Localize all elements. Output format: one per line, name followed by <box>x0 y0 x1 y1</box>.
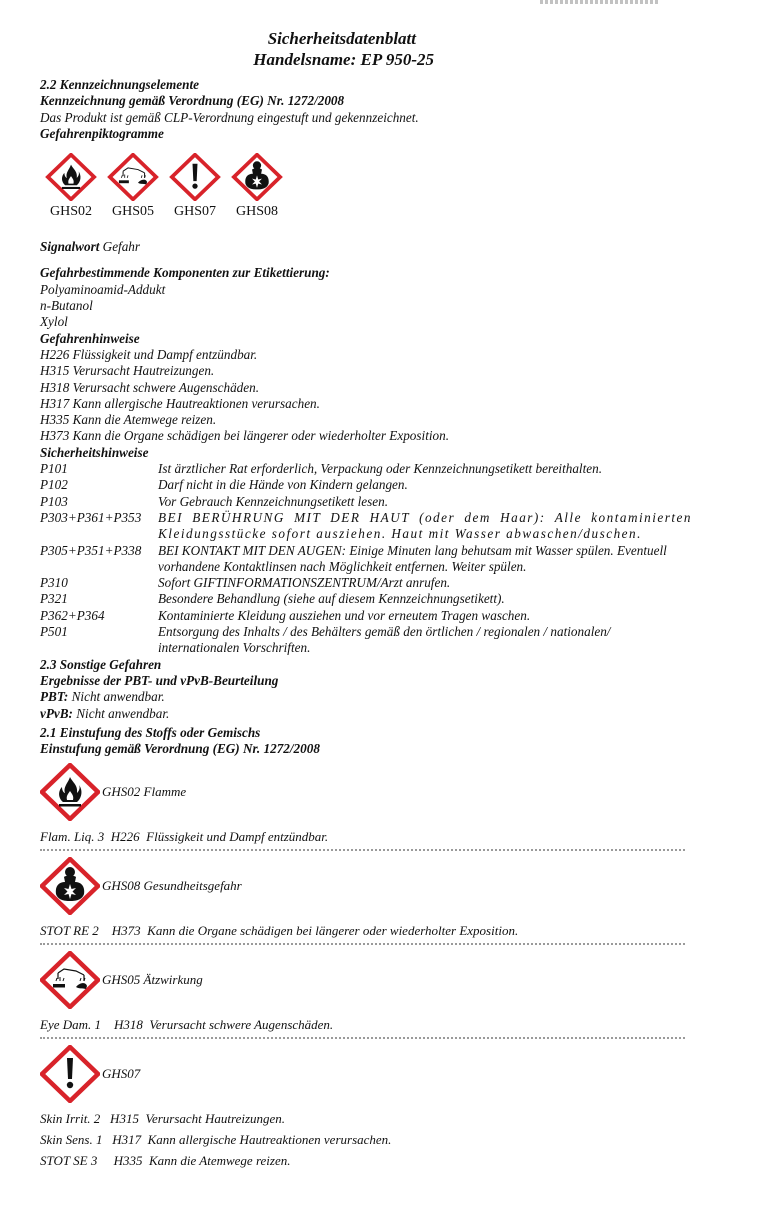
vpvb-value: Nicht anwendbar. <box>76 705 170 721</box>
components-heading: Gefahrbestimmende Komponenten zur Etikettierung: <box>40 265 330 281</box>
precaution-code: P501 <box>40 624 68 640</box>
component-item: Polyaminoamid-Addukt <box>40 281 166 297</box>
precaution-row <box>40 494 720 510</box>
classification-regulation: Einstufung gemäß Verordnung (EG) Nr. 1272/2008 <box>40 741 320 757</box>
dotted-divider <box>40 846 685 851</box>
signal-word-label: Signalwort <box>40 239 100 255</box>
clp-statement: Das Produkt ist gemäß CLP-Verordnung eingestuft und gekennzeichnet. <box>40 109 419 125</box>
hazard-statement: H317 Kann allergische Hautreaktionen verursachen. <box>40 395 320 411</box>
classification-ghs02 <box>40 763 720 821</box>
precaution-row <box>40 591 720 607</box>
corrosion-icon <box>40 951 100 1009</box>
dotted-divider <box>40 940 685 945</box>
flame-icon <box>40 153 102 201</box>
pbt-value: Nicht anwendbar. <box>71 689 165 705</box>
signal-word <box>40 239 720 255</box>
page-header-fragment <box>540 0 660 4</box>
precaution-code: P101 <box>40 461 68 477</box>
document-title: Sicherheitsdatenblatt <box>267 29 416 48</box>
classification-ghs07 <box>40 1045 720 1103</box>
flame-icon <box>40 763 100 821</box>
component-item: Xylol <box>40 314 68 330</box>
hazard-statement: H373 Kann die Organe schädigen bei längerer oder wiederholter Exposition. <box>40 428 450 444</box>
precaution-row <box>40 543 720 576</box>
hazard-statement: H335 Kann die Atemwege reizen. <box>40 412 217 428</box>
precaution-row <box>40 575 720 591</box>
document-body <box>40 77 720 1169</box>
vpvb-result <box>40 706 720 722</box>
precaution-code: P103 <box>40 493 68 509</box>
pictogram-label: GHS07 <box>173 204 216 220</box>
precaution-row <box>40 461 720 477</box>
hazard-statements-heading: Gefahrenhinweise <box>40 330 140 346</box>
pbt-result <box>40 689 720 705</box>
section-2-2-heading: 2.2 Kennzeichnungselemente <box>40 77 199 92</box>
pbt-label: PBT: <box>40 689 69 705</box>
section-2-3-heading: 2.3 Sonstige Gefahren <box>40 656 162 672</box>
pictogram-ghs08 <box>226 153 288 231</box>
classification-entry: STOT RE 2 H373 Kann die Organe schädigen bei längerer oder wiederholter Exposition. <box>40 923 519 939</box>
precaution-text: Sofort GIFTINFORMATIONSZENTRUM/Arzt anrufen. <box>158 575 451 591</box>
precaution-code: P310 <box>40 575 68 591</box>
pictogram-row <box>40 153 720 231</box>
precaution-text: Darf nicht in die Hände von Kindern gelangen. <box>158 477 408 493</box>
precaution-code: P362+P364 <box>40 607 105 623</box>
precaution-code: P102 <box>40 477 68 493</box>
labelling-regulation: Kennzeichnung gemäß Verordnung (EG) Nr. 1272/2008 <box>40 93 345 109</box>
pictogram-label: GHS08 <box>235 204 278 220</box>
classification-ghs05 <box>40 951 720 1009</box>
precaution-text: Entsorgung des Inhalts / des Behälters gemäß den örtlichen / regionalen / nationalen/ internationalen Vorschriften. <box>158 624 611 656</box>
corrosion-icon <box>102 153 164 201</box>
classification-entry: Eye Dam. 1 H318 Verursacht schwere Augenschäden. <box>40 1017 334 1033</box>
classification-pictogram-name: GHS07 <box>102 1066 141 1082</box>
pictogram-ghs05 <box>102 153 164 231</box>
hazard-statement: H318 Verursacht schwere Augenschäden. <box>40 379 260 395</box>
precaution-row <box>40 510 720 543</box>
component-item: n-Butanol <box>40 298 93 314</box>
section-2-1-heading: 2.1 Einstufung des Stoffs oder Gemischs <box>40 724 261 740</box>
pictograms-heading: Gefahrenpiktogramme <box>40 125 164 141</box>
signal-word-value: Gefahr <box>102 239 141 255</box>
hazard-statement: H226 Flüssigkeit und Dampf entzündbar. <box>40 346 258 362</box>
precaution-text: Vor Gebrauch Kennzeichnungsetikett lesen. <box>158 493 388 509</box>
classification-entry: STOT SE 3 H335 Kann die Atemwege reizen. <box>40 1153 291 1169</box>
classification-pictogram-name: GHS02 Flamme <box>102 784 187 800</box>
classification-entry: Skin Sens. 1 H317 Kann allergische Hautreaktionen verursachen. <box>40 1132 392 1148</box>
precaution-code: P303+P361+P353 <box>40 509 142 525</box>
trade-name: Handelsname: EP 950-25 <box>253 50 434 69</box>
pictogram-label: GHS05 <box>111 204 154 220</box>
precaution-code: P305+P351+P338 <box>40 542 142 558</box>
precautionary-heading: Sicherheitshinweise <box>40 444 149 460</box>
pictogram-ghs02 <box>40 153 102 231</box>
hazard-statement: H315 Verursacht Hautreizungen. <box>40 363 215 379</box>
exclamation-icon <box>164 153 226 201</box>
precaution-text: BEI BERÜHRUNG MIT DER HAUT (oder dem Haar): Alle kontaminierten Kleidungsstücke sofort ausziehen. Haut mit Wasser abwaschen/duschen. <box>158 509 692 542</box>
vpvb-label: vPvB: <box>40 705 73 721</box>
dotted-divider <box>40 1034 685 1039</box>
health-hazard-icon <box>40 857 100 915</box>
classification-pictogram-name: GHS05 Ätzwirkung <box>102 972 203 988</box>
precaution-text: Ist ärztlicher Rat erforderlich, Verpackung oder Kennzeichnungsetikett bereithalten. <box>158 461 603 477</box>
precaution-text: BEI KONTAKT MIT DEN AUGEN: Einige Minuten lang behutsam mit Wasser spülen. Eventuell vorhandene Kontaktlinsen nach Möglichkeit entfernen. Weiter spülen. <box>158 542 667 574</box>
classification-ghs08 <box>40 857 720 915</box>
health-hazard-icon <box>226 153 288 201</box>
precaution-row <box>40 477 720 493</box>
pictogram-label: GHS02 <box>49 204 92 220</box>
precaution-code: P321 <box>40 591 68 607</box>
classification-entry: Skin Irrit. 2 H315 Verursacht Hautreizungen. <box>40 1111 286 1127</box>
exclamation-icon <box>40 1045 100 1103</box>
precaution-text: Besondere Behandlung (siehe auf diesem Kennzeichnungsetikett). <box>158 591 505 607</box>
pictogram-ghs07 <box>164 153 226 231</box>
pbt-assessment-heading: Ergebnisse der PBT- und vPvB-Beurteilung <box>40 672 279 688</box>
precaution-row <box>40 624 720 657</box>
precaution-text: Kontaminierte Kleidung ausziehen und vor erneutem Tragen waschen. <box>158 607 531 623</box>
classification-pictogram-name: GHS08 Gesundheitsgefahr <box>102 878 242 894</box>
precaution-row <box>40 608 720 624</box>
classification-entry: Flam. Liq. 3 H226 Flüssigkeit und Dampf entzündbar. <box>40 829 329 845</box>
